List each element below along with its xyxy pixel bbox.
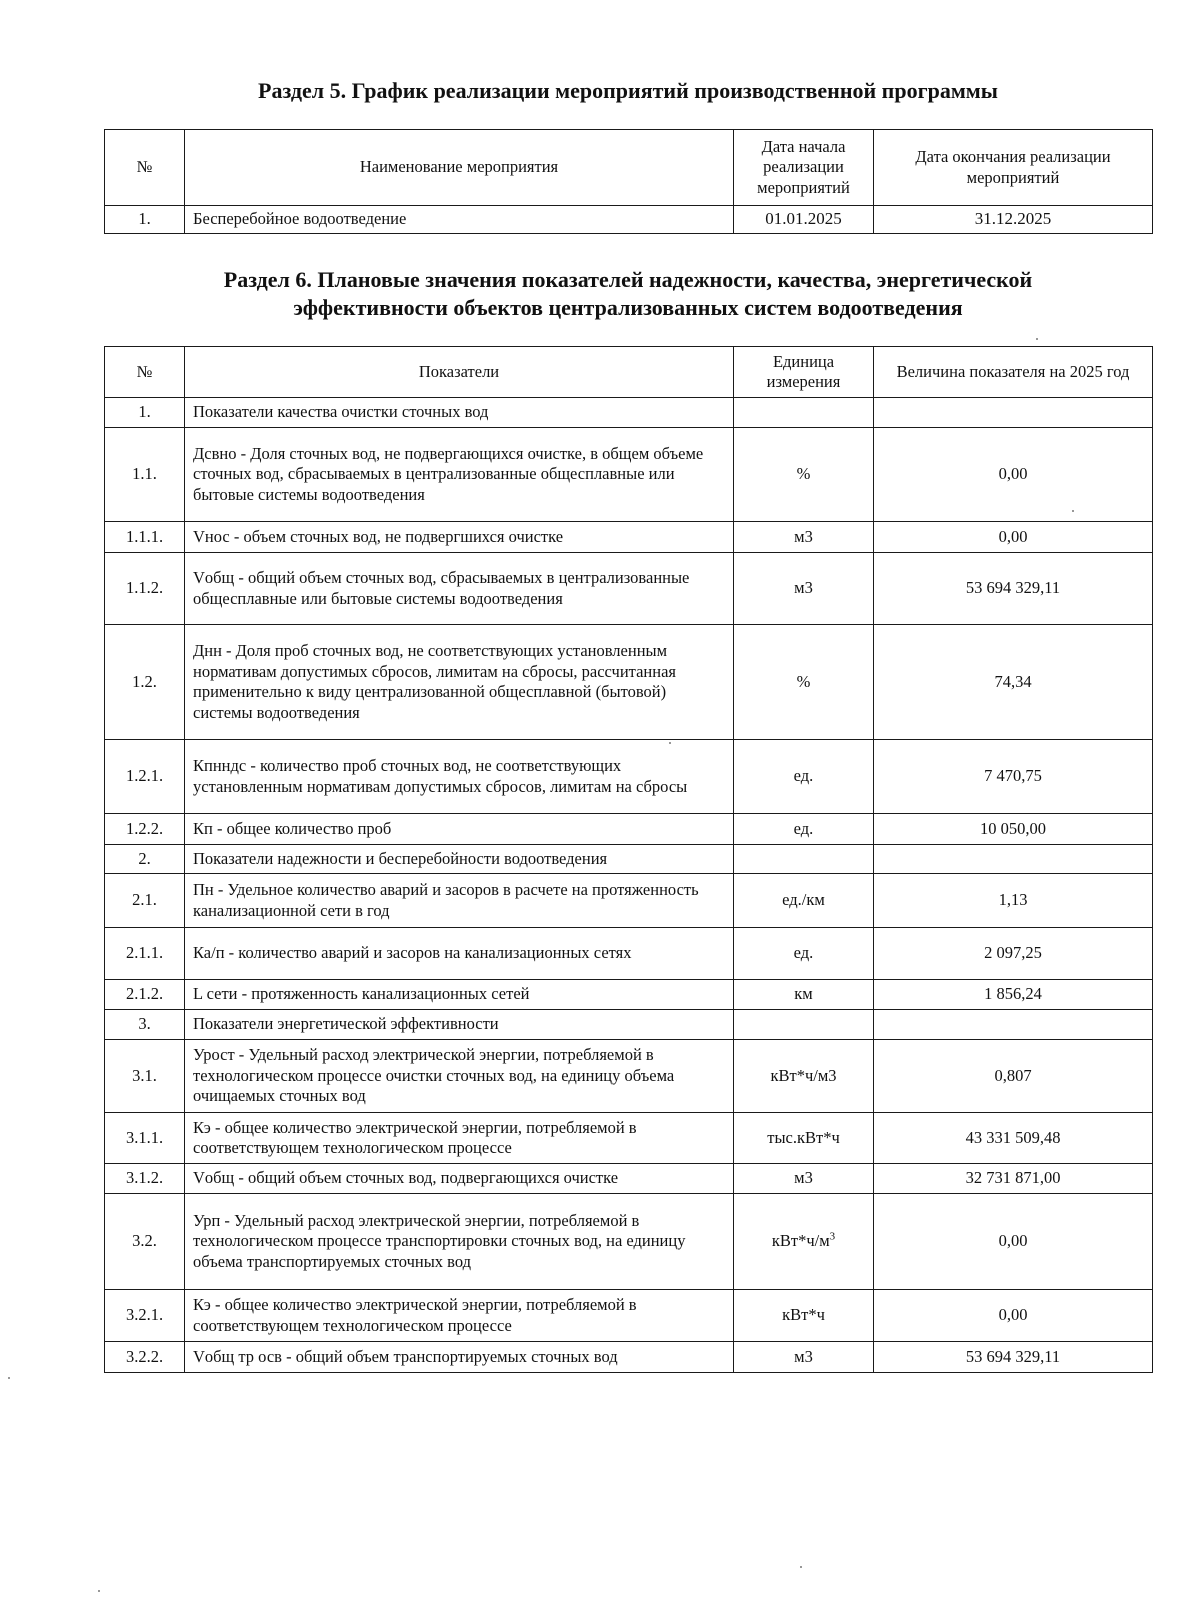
table-row — [105, 428, 1153, 522]
table-row — [105, 814, 1153, 845]
row-value: 0,807 — [874, 1040, 1153, 1113]
scan-speck — [1072, 510, 1074, 512]
table-row — [105, 625, 1153, 740]
indicators-table — [104, 346, 1153, 1373]
table-row — [105, 740, 1153, 814]
row-indicator: Кэ - общее количество электрической энергии, потребляемой в соответствующем технологическом процессе — [185, 1113, 734, 1164]
row-value: 53 694 329,11 — [874, 553, 1153, 625]
header-event-name: Наименование мероприятия — [185, 130, 734, 206]
row-unit: % — [734, 428, 874, 522]
row-indicator: Показатели энергетической эффективности — [185, 1010, 734, 1040]
schedule-table — [104, 129, 1153, 234]
row-unit: м3 — [734, 553, 874, 625]
table-row — [105, 1113, 1153, 1164]
row-num: 1.2. — [105, 625, 185, 740]
row-num: 2.1.2. — [105, 980, 185, 1010]
header-num: № — [105, 130, 185, 206]
row-value: 2 097,25 — [874, 928, 1153, 980]
row-unit: ед./км — [734, 874, 874, 928]
row-value: 1 856,24 — [874, 980, 1153, 1010]
row-indicator: Урост - Удельный расход электрической энергии, потребляемой в технологическом процессе очистки сточных вод, на единицу объема очищаемых сточных вод — [185, 1040, 734, 1113]
row-indicator: Кпнндс - количество проб сточных вод, не соответствующих установленным нормативам допустимых сбросов, лимитам на сбросы — [185, 740, 734, 814]
row-end-date: 31.12.2025 — [874, 206, 1153, 234]
row-unit: тыс.кВт*ч — [734, 1113, 874, 1164]
row-indicator: Днн - Доля проб сточных вод, не соответствующих установленным нормативам допустимых сбросов, лимитам на сбросы, рассчитанная применительно к виду централизованной общесплавной (бытовой) системы водоотведения — [185, 625, 734, 740]
row-num: 3.1.2. — [105, 1164, 185, 1194]
table-row — [105, 553, 1153, 625]
row-indicator: Показатели надежности и бесперебойности водоотведения — [185, 845, 734, 874]
row-value: 43 331 509,48 — [874, 1113, 1153, 1164]
row-unit — [734, 1194, 874, 1290]
row-unit — [734, 398, 874, 428]
row-indicator: Vнос - объем сточных вод, не подвергшихся очистке — [185, 522, 734, 553]
schedule-header-row — [105, 130, 1153, 206]
section6-title-line2: эффективности объектов централизованных систем водоотведения — [293, 295, 963, 320]
section6-title — [104, 266, 1152, 322]
row-value: 74,34 — [874, 625, 1153, 740]
row-num: 2.1. — [105, 874, 185, 928]
row-num: 1. — [105, 398, 185, 428]
scan-speck — [1036, 338, 1038, 340]
row-unit — [734, 1010, 874, 1040]
row-value — [874, 398, 1153, 428]
scan-speck — [669, 742, 671, 744]
row-unit: м3 — [734, 1342, 874, 1373]
row-unit: % — [734, 625, 874, 740]
table-row — [105, 845, 1153, 874]
section6-title-line1: Раздел 6. Плановые значения показателей надежности, качества, энергетической — [223, 267, 1033, 292]
table-row — [105, 874, 1153, 928]
row-value: 0,00 — [874, 522, 1153, 553]
row-indicator: Vобщ - общий объем сточных вод, подвергающихся очистке — [185, 1164, 734, 1194]
row-unit: ед. — [734, 814, 874, 845]
header-value: Величина показателя на 2025 год — [874, 347, 1153, 398]
row-num: 2. — [105, 845, 185, 874]
table-row — [105, 1290, 1153, 1342]
row-indicator: L сети - протяженность канализационных сетей — [185, 980, 734, 1010]
header-unit: Единица измерения — [734, 347, 874, 398]
scan-speck — [98, 1590, 100, 1592]
row-num: 2.1.1. — [105, 928, 185, 980]
row-indicator: Урп - Удельный расход электрической энергии, потребляемой в технологическом процессе транспортировки сточных вод, на единицу объема транспортируемых сточных вод — [185, 1194, 734, 1290]
row-indicator: Vобщ - общий объем сточных вод, сбрасываемых в централизованные общесплавные или бытовые системы водоотведения — [185, 553, 734, 625]
row-num: 3.2.2. — [105, 1342, 185, 1373]
row-unit: ед. — [734, 740, 874, 814]
row-num: 1.1. — [105, 428, 185, 522]
row-num: 1.1.2. — [105, 553, 185, 625]
row-num: 1. — [105, 206, 185, 234]
row-start-date: 01.01.2025 — [734, 206, 874, 234]
table-row — [105, 1194, 1153, 1290]
table-row — [105, 928, 1153, 980]
row-value: 0,00 — [874, 428, 1153, 522]
row-indicator: Ка/п - количество аварий и засоров на канализационных сетях — [185, 928, 734, 980]
row-indicator: Кп - общее количество проб — [185, 814, 734, 845]
table-row — [105, 1164, 1153, 1194]
row-value: 53 694 329,11 — [874, 1342, 1153, 1373]
row-indicator: Дсвно - Доля сточных вод, не подвергающихся очистке, в общем объеме сточных вод, сбрасываемых в централизованные общесплавные или бытовые системы водоотведения — [185, 428, 734, 522]
row-unit: м3 — [734, 522, 874, 553]
row-unit: ед. — [734, 928, 874, 980]
row-value — [874, 1010, 1153, 1040]
header-start-date: Дата начала реализации мероприятий — [734, 130, 874, 206]
row-num: 3.1. — [105, 1040, 185, 1113]
row-indicator: Vобщ тр осв - общий объем транспортируемых сточных вод — [185, 1342, 734, 1373]
scan-speck — [8, 1377, 10, 1379]
row-indicator: Пн - Удельное количество аварий и засоров в расчете на протяженность канализационной сети в год — [185, 874, 734, 928]
table-row — [105, 1342, 1153, 1373]
row-value: 32 731 871,00 — [874, 1164, 1153, 1194]
row-unit — [734, 845, 874, 874]
section5-title: Раздел 5. График реализации мероприятий производственной программы — [258, 78, 998, 103]
row-value: 10 050,00 — [874, 814, 1153, 845]
row-num: 3. — [105, 1010, 185, 1040]
table-row — [105, 206, 1153, 234]
row-num: 1.2.2. — [105, 814, 185, 845]
row-unit: кВт*ч/м3 — [734, 1040, 874, 1113]
header-num: № — [105, 347, 185, 398]
header-indicator: Показатели — [185, 347, 734, 398]
row-value — [874, 845, 1153, 874]
scan-speck — [800, 1566, 802, 1568]
row-unit-text: кВт*ч/м — [771, 1231, 830, 1251]
table-row — [105, 980, 1153, 1010]
row-num: 1.2.1. — [105, 740, 185, 814]
row-indicator: Показатели качества очистки сточных вод — [185, 398, 734, 428]
table-row — [105, 1010, 1153, 1040]
row-num: 3.2.1. — [105, 1290, 185, 1342]
row-num: 1.1.1. — [105, 522, 185, 553]
row-unit-superscript: 3 — [829, 1230, 836, 1243]
row-value: 0,00 — [874, 1194, 1153, 1290]
row-event-name: Бесперебойное водоотведение — [185, 206, 734, 234]
row-value: 1,13 — [874, 874, 1153, 928]
row-unit: кВт*ч — [734, 1290, 874, 1342]
row-num: 3.2. — [105, 1194, 185, 1290]
row-value: 7 470,75 — [874, 740, 1153, 814]
row-indicator: Кэ - общее количество электрической энергии, потребляемой в соответствующем технологическом процессе — [185, 1290, 734, 1342]
row-unit: м3 — [734, 1164, 874, 1194]
row-value: 0,00 — [874, 1290, 1153, 1342]
header-end-date: Дата окончания реализации мероприятий — [874, 130, 1153, 206]
indicators-header-row — [105, 347, 1153, 398]
row-num: 3.1.1. — [105, 1113, 185, 1164]
table-row — [105, 398, 1153, 428]
table-row — [105, 522, 1153, 553]
row-unit: км — [734, 980, 874, 1010]
table-row — [105, 1040, 1153, 1113]
